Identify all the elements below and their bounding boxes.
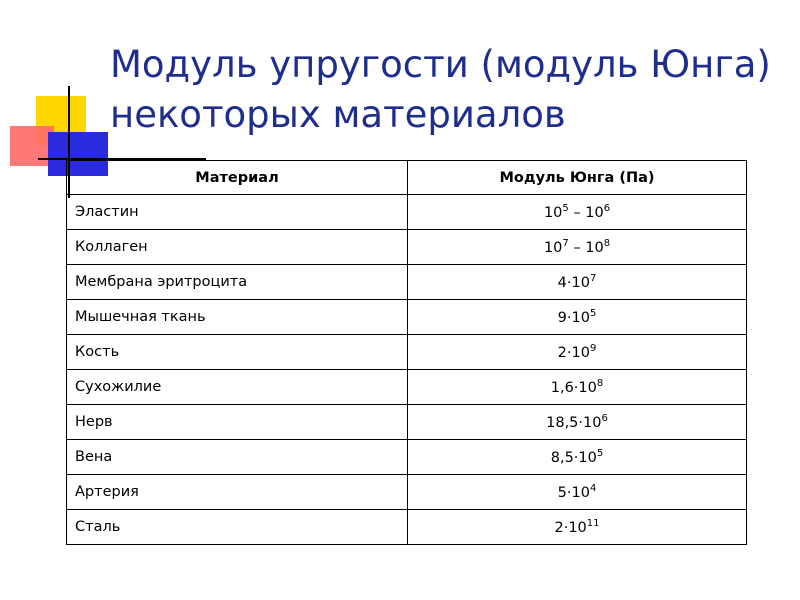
table-row — [67, 475, 747, 510]
table-row — [67, 300, 747, 335]
exponent: 5 — [589, 308, 597, 320]
table-header-row — [67, 161, 747, 195]
modulus-cell — [408, 475, 747, 510]
material-cell: Артерия — [67, 475, 408, 510]
materials-table — [66, 160, 747, 545]
modulus-base: – 10 — [568, 239, 604, 256]
material-cell: Кость — [67, 335, 408, 370]
exponent: 6 — [601, 413, 608, 425]
modulus-base: 9·10 — [557, 309, 590, 326]
header-material: Материал — [67, 161, 408, 195]
exponent: 9 — [589, 343, 597, 355]
table-body — [67, 195, 747, 545]
modulus-cell — [408, 370, 747, 405]
table-row — [67, 510, 747, 545]
exponent: 11 — [586, 518, 600, 530]
material-cell: Коллаген — [67, 230, 408, 265]
material-cell: Сталь — [67, 510, 408, 545]
table-row — [67, 440, 747, 475]
material-cell: Мышечная ткань — [67, 300, 408, 335]
table-row — [67, 195, 747, 230]
modulus-cell — [408, 335, 747, 370]
exponent: 5 — [596, 448, 604, 460]
modulus-cell — [408, 300, 747, 335]
table-row — [67, 265, 747, 300]
exponent: 8 — [596, 378, 604, 390]
modulus-base: 1,6·10 — [550, 379, 597, 396]
exponent: 4 — [589, 483, 597, 495]
exponent: 8 — [603, 238, 611, 250]
modulus-base: 5·10 — [557, 484, 590, 501]
exponent: 5 — [562, 203, 569, 215]
slide-title: Модуль упругости (модуль Юнга) некоторых материалов — [110, 43, 771, 136]
modulus-base: 2·10 — [557, 344, 590, 361]
modulus-cell — [408, 440, 747, 475]
table-row — [67, 335, 747, 370]
material-cell: Нерв — [67, 405, 408, 440]
header-modulus: Модуль Юнга (Па) — [408, 161, 747, 195]
modulus-base: 10 — [543, 239, 563, 256]
modulus-base: 2·10 — [554, 519, 587, 536]
modulus-base: 18,5·10 — [546, 414, 602, 431]
material-cell: Эластин — [67, 195, 408, 230]
material-cell: Мембрана эритроцита — [67, 265, 408, 300]
modulus-cell — [408, 230, 747, 265]
modulus-cell — [408, 195, 747, 230]
material-cell: Вена — [67, 440, 408, 475]
exponent: 6 — [603, 203, 611, 215]
modulus-base: 10 — [543, 204, 563, 221]
material-cell: Сухожилие — [67, 370, 408, 405]
exponent: 7 — [562, 238, 569, 250]
modulus-base: 4·10 — [557, 274, 590, 291]
modulus-base: 8,5·10 — [550, 449, 597, 466]
modulus-cell — [408, 265, 747, 300]
table-row — [67, 405, 747, 440]
exponent: 7 — [589, 273, 597, 285]
modulus-base: – 10 — [568, 204, 604, 221]
table-row — [67, 230, 747, 265]
modulus-cell — [408, 510, 747, 545]
modulus-cell — [408, 405, 747, 440]
table-row — [67, 370, 747, 405]
